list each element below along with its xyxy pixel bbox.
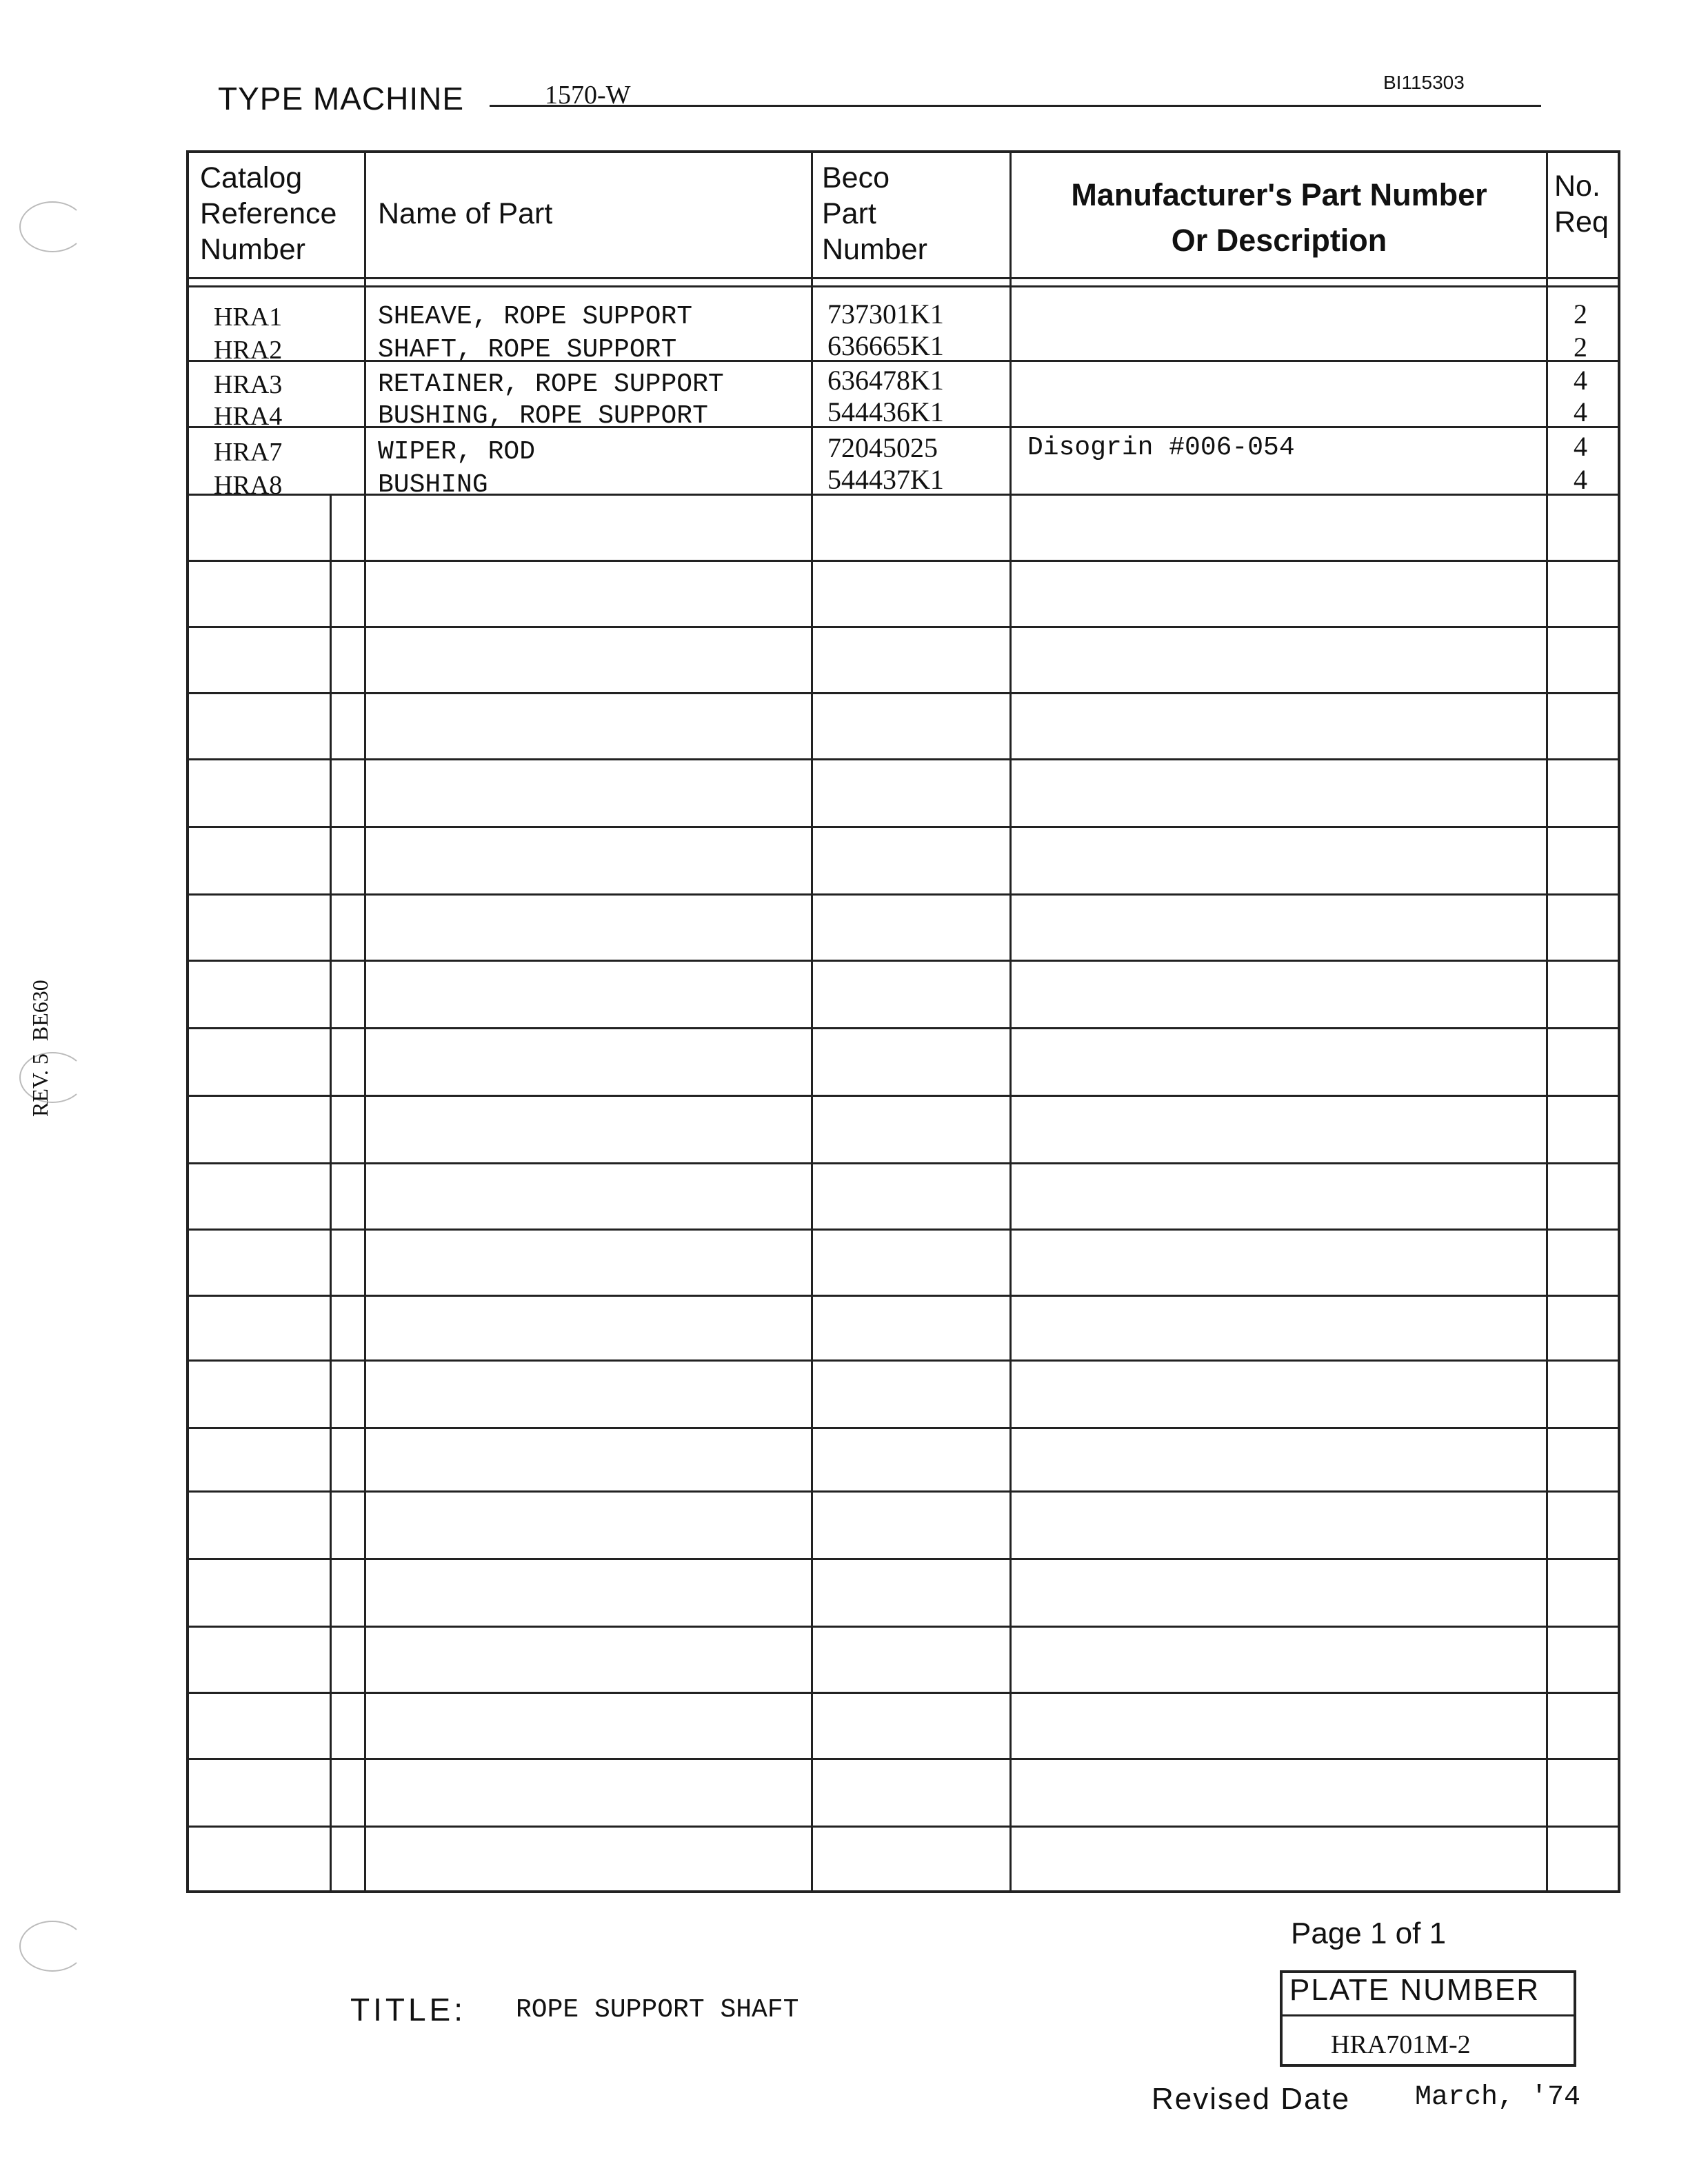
table-cell-beco: 636665K1	[827, 330, 944, 361]
table-cell-name: BUSHING, ROPE SUPPORT	[378, 401, 708, 431]
table-cell-qty: 4	[1574, 365, 1587, 396]
document-id: BI115303	[1383, 72, 1465, 93]
punch-hole	[19, 1921, 86, 1972]
header-manufacturer	[1014, 172, 1545, 263]
table-cell-catalog: HRA8	[214, 471, 283, 500]
table-cell-catalog: HRA4	[214, 402, 283, 431]
table-cell-qty: 2	[1574, 299, 1587, 330]
header-catalog-line: Number	[200, 233, 305, 266]
column-divider	[330, 495, 332, 1893]
table-cell-name: RETAINER, ROPE SUPPORT	[378, 370, 724, 399]
row-divider	[186, 1826, 1620, 1828]
table-cell-catalog: HRA2	[214, 336, 283, 365]
plate-number-label: PLATE NUMBER	[1289, 1973, 1540, 2007]
title-value: ROPE SUPPORT SHAFT	[516, 1995, 799, 2025]
punch-hole	[19, 201, 86, 252]
plate-number-divider	[1280, 2014, 1576, 2016]
row-divider	[186, 626, 1620, 628]
header-catalog-line: Reference	[200, 197, 337, 230]
type-machine-value: 1570-W	[545, 81, 631, 110]
title-label: TITLE:	[350, 1992, 467, 2028]
header-manufacturer-line: Manufacturer's Part Number	[1071, 177, 1487, 212]
row-divider	[186, 1558, 1620, 1560]
table-cell-qty: 4	[1574, 431, 1587, 462]
header-name-of-part: Name of Part	[378, 197, 553, 230]
margin-revision	[28, 980, 53, 1117]
row-divider	[186, 826, 1620, 828]
header-noreq-line: Req	[1554, 205, 1609, 239]
header-no-req	[1554, 168, 1609, 240]
header-catalog-line: Catalog	[200, 161, 303, 194]
column-divider	[811, 150, 813, 1893]
row-divider	[186, 1295, 1620, 1297]
row-divider	[186, 893, 1620, 896]
type-machine-label: TYPE MACHINE	[218, 81, 465, 117]
column-divider	[1009, 150, 1012, 1893]
row-divider	[186, 1095, 1620, 1097]
header-beco-line: Number	[822, 233, 927, 266]
table-cell-catalog: HRA3	[214, 370, 283, 399]
row-divider	[186, 1692, 1620, 1694]
table-cell-beco: 544436K1	[827, 396, 944, 427]
row-divider	[186, 692, 1620, 694]
row-divider	[186, 1626, 1620, 1628]
row-divider	[186, 1027, 1620, 1029]
table-cell-name: BUSHING	[378, 470, 488, 500]
table-cell-catalog: HRA7	[214, 438, 283, 467]
row-divider	[186, 1427, 1620, 1429]
column-divider	[364, 150, 366, 1893]
row-divider	[186, 1228, 1620, 1231]
table-cell-name: SHEAVE, ROPE SUPPORT	[378, 302, 693, 332]
table-cell-beco: 636478K1	[827, 365, 944, 396]
row-divider	[186, 560, 1620, 562]
table-cell-beco: 72045025	[827, 432, 938, 463]
table-cell-manufacturer: Disogrin #006-054	[1027, 433, 1295, 463]
table-cell-qty: 4	[1574, 464, 1587, 495]
header-manufacturer-line: Or Description	[1171, 223, 1387, 258]
revised-date-value: March, '74	[1415, 2082, 1581, 2113]
revised-date-label: Revised Date	[1152, 2082, 1351, 2116]
row-divider	[186, 960, 1620, 962]
page-indicator: Page 1 of 1	[1291, 1917, 1447, 1950]
table-cell-beco: 737301K1	[827, 299, 944, 330]
margin-code: BE630	[28, 980, 52, 1042]
row-divider	[186, 1359, 1620, 1362]
table-cell-name: WIPER, ROD	[378, 437, 536, 467]
table-cell-catalog: HRA1	[214, 303, 283, 332]
type-machine-line	[490, 105, 1541, 107]
table-cell-qty: 2	[1574, 332, 1587, 363]
header-noreq-line: No.	[1554, 170, 1600, 203]
header-beco-line: Beco	[822, 161, 890, 194]
table-cell-beco: 544437K1	[827, 464, 944, 495]
header-divider	[186, 285, 1620, 287]
header-beco-line: Part	[822, 197, 876, 230]
column-divider	[1546, 150, 1548, 1893]
row-divider	[186, 1490, 1620, 1493]
margin-rev: REV. 5	[28, 1053, 52, 1117]
table-cell-qty: 4	[1574, 396, 1587, 427]
header-divider	[186, 277, 1620, 279]
header-beco-part-number	[822, 160, 927, 267]
row-divider	[186, 1758, 1620, 1760]
row-divider	[186, 758, 1620, 760]
row-divider	[186, 1162, 1620, 1164]
header-catalog	[200, 160, 336, 267]
table-cell-name: SHAFT, ROPE SUPPORT	[378, 335, 677, 365]
plate-number-value: HRA701M-2	[1331, 2030, 1471, 2059]
